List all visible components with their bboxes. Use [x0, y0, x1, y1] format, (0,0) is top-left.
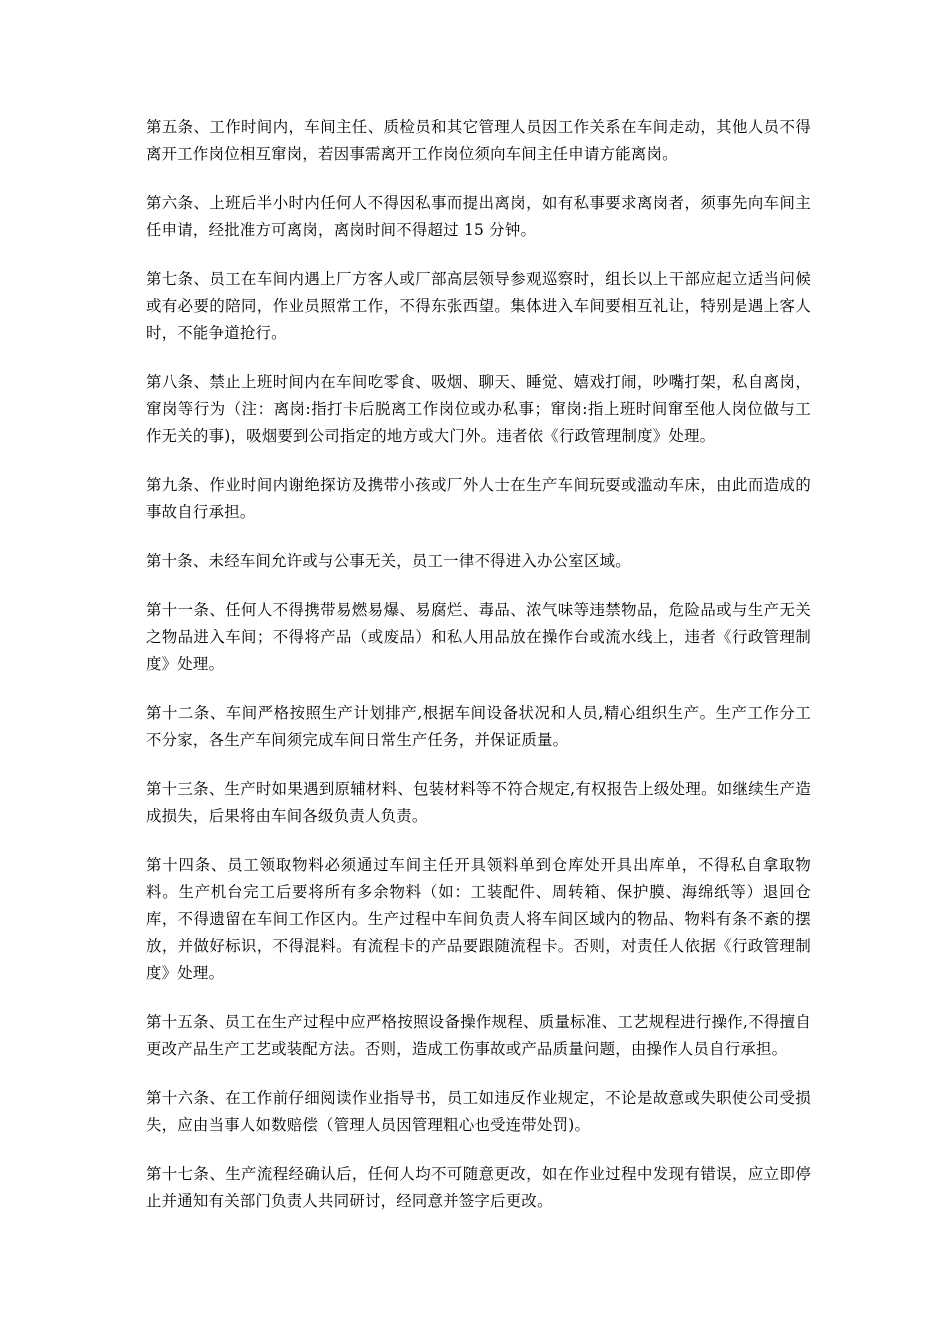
article-10: 第十条、未经车间允许或与公事无关，员工一律不得进入办公室区域。 [146, 552, 631, 570]
article-17: 第十七条、生产流程经确认后，任何人均不可随意更改，如在作业过程中发现有错误，应立即停止并通知有关部门负责人共同研讨，经同意并签字后更改。 [146, 1165, 811, 1210]
article-6: 第六条、上班后半小时内任何人不得因私事而提出离岗，如有私事要求离岗者，须事先向车间主任申请，经批准方可离岗，离岗时间不得超过 15 分钟。 [146, 194, 811, 239]
article-15: 第十五条、员工在生产过程中应严格按照设备操作规程、质量标准、工艺规程进行操作,不得擅自更改产品生产工艺或装配方法。否则，造成工伤事故或产品质量问题，由操作人员自行承担。 [146, 1013, 811, 1058]
article-7: 第七条、员工在车间内遇上厂方客人或厂部高层领导参观巡察时，组长以上干部应起立适当问候或有必要的陪同，作业员照常工作，不得东张西望。集体进入车间要相互礼让，特别是遇上客人时，不能争道抢行。 [146, 270, 811, 342]
article-11: 第十一条、任何人不得携带易燃易爆、易腐烂、毒品、浓气味等违禁物品，危险品或与生产无关之物品进入车间；不得将产品（或废品）和私人用品放在操作台或流水线上，违者《行政管理制度》处理。 [146, 601, 811, 673]
document-body [146, 114, 811, 1237]
article-13: 第十三条、生产时如果遇到原辅材料、包装材料等不符合规定,有权报告上级处理。如继续生产造成损失，后果将由车间各级负责人负责。 [146, 780, 811, 825]
article-8: 第八条、禁止上班时间内在车间吃零食、吸烟、聊天、睡觉、嬉戏打闹，吵嘴打架，私自离岗，窜岗等行为（注：离岗:指打卡后脱离工作岗位或办私事；窜岗:指上班时间窜至他人岗位做与工作无关的事)，吸烟要到公司指定的地方或大门外。违者依《行政管理制度》处理。 [146, 373, 811, 445]
article-9: 第九条、作业时间内谢绝探访及携带小孩或厂外人士在生产车间玩耍或滥动车床，由此而造成的事故自行承担。 [146, 476, 811, 521]
article-16: 第十六条、在工作前仔细阅读作业指导书，员工如违反作业规定，不论是故意或失职使公司受损失，应由当事人如数赔偿（管理人员因管理粗心也受连带处罚)。 [146, 1089, 811, 1134]
article-14: 第十四条、员工领取物料必须通过车间主任开具领料单到仓库处开具出库单，不得私自拿取物料。生产机台完工后要将所有多余物料（如：工装配件、周转箱、保护膜、海绵纸等）退回仓库，不得遗留在车间工作区内。生产过程中车间负责人将车间区域内的物品、物料有条不紊的摆放，并做好标识，不得混料。有流程卡的产品要跟随流程卡。否则，对责任人依据《行政管理制度》处理。 [146, 856, 811, 982]
article-12: 第十二条、车间严格按照生产计划排产,根据车间设备状况和人员,精心组织生产。生产工作分工不分家，各生产车间须完成车间日常生产任务，并保证质量。 [146, 704, 811, 749]
article-5: 第五条、工作时间内，车间主任、质检员和其它管理人员因工作关系在车间走动，其他人员不得离开工作岗位相互窜岗，若因事需离开工作岗位须向车间主任申请方能离岗。 [146, 118, 811, 163]
